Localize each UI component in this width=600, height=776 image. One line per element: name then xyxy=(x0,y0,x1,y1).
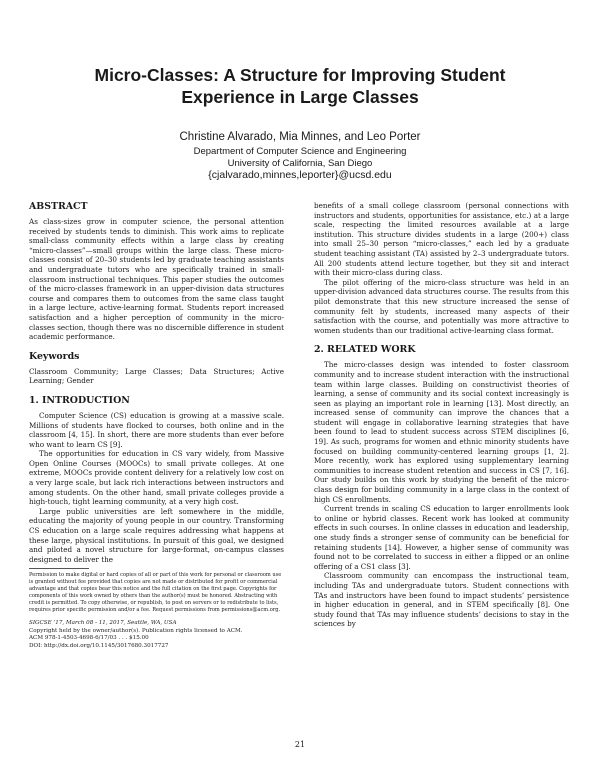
isbn-line: ACM 978-1-4503-4698-6/17/03 . . . $15.00 xyxy=(29,635,149,642)
related-work-paragraph-3: Classroom community can encompass the instructional team, including TAs and undergraduate tutors. Student connections with TAs and instructors have been found to impact students’ persistence in higher education in general, and in STEM specifically [8]. One study found that TAs may influence students’ decisions to stay in the sciences by xyxy=(314,571,569,629)
paper-title xyxy=(40,64,560,108)
author-block xyxy=(40,131,560,182)
author-email: {cjalvarado,minnes,leporter}@ucsd.edu xyxy=(208,169,392,181)
author-university: University of California, San Diego xyxy=(227,157,373,169)
intro-paragraph-1: Computer Science (CS) education is growing at a massive scale. Millions of students have flocked to courses, both online and in the classroom [4, 15]. In short, there are more students than ever before who want to learn CS [9]. xyxy=(29,410,284,449)
page-number: 21 xyxy=(294,740,306,749)
keywords-heading: Keywords xyxy=(29,350,80,362)
intro-pilot-paragraph: The pilot offering of the micro-class structure was held in an upper-division advanced data structures course. The results from this pilot demonstrate that this new structure increased the sense of community felt by students, increased many aspects of their satisfaction with the course, and potentially was more attractive to women students than our traditional active-learning class format. xyxy=(314,277,569,335)
copyright-line: Copyright held by the owner/author(s). Publication rights licensed to ACM. xyxy=(29,627,243,634)
abstract-text: As class-sizes grow in computer science, the personal attention received by students tends to diminish. This work aims to replicate small-class community effects within a large class by creating “micro-classes”—small groups within the large class. These micro-classes consist of 20–30 students led by graduate teaching assistants and undergraduate tutors who are specifically trained in small-classroom instructional techniques. This paper studies the outcomes of the micro-classes framework in an upper-division data structures course and compares them to outcomes from the same class taught in a large lecture, active-learning format. Students report increased satisfaction and a higher perception of community in the micro-classes section, though there was no discernible difference in student academic performance. xyxy=(29,217,284,342)
footnote-divider xyxy=(29,568,89,569)
conference-name: SIGCSE ’17, March 08 - 11, 2017, Seattle, WA, USA xyxy=(29,619,177,626)
title-line-2: Experience in Large Classes xyxy=(181,87,419,107)
introduction-heading: 1. INTRODUCTION xyxy=(29,394,130,406)
permission-notice: Permission to make digital or hard copies of all or part of this work for personal or classroom use is granted without fee provided that copies are not made or distributed for profit or commercial advantage and that copies bear this notice and the full citation on the first page. Copyrights for components of this work owned by others than the author(s) must be honored. Abstracting with credit is permitted. To copy otherwise, or republish, to post on servers or to redistribute to lists, requires prior specific permission and/or a fee. Request permissions from permissions@acm.org. xyxy=(29,572,282,613)
related-work-paragraph-2: Current trends in scaling CS education to larger enrollments look to online or hybrid classes. Recent work has looked at community effects in such courses. In online classes in education and leadership, one study finds a stronger sense of community can be beneficial for retaining students [14]. However, a higher sense of community was found not to be correlated to success in either a flipped or an online offering of a CS1 class [3]. xyxy=(314,504,569,571)
related-work-paragraph-1: The micro-classes design was intended to foster classroom community and to increase student interaction with the instructional team within large classes. Building on constructivist theories of learning, a sense of community and its social context increasingly is seen as playing an important role in learning [13]. Most directly, an increased sense of community can improve the chances that a student will engage in collaborative learning strategies that have been found to lead to student success across STEM disciplines [6, 19]. As such, programs for women and ethnic minority students have focused on building community-centered learning groups [1, 2]. More recently, work has explored using supplementary learning communities to increase student retention and success in CS [7, 16]. Our study builds on this work by studying the benefit of the micro-class design for building community in a large class in the context of high CS enrollments. xyxy=(314,360,569,504)
related-work-heading: 2. RELATED WORK xyxy=(314,344,416,356)
title-line-1: Micro-Classes: A Structure for Improving Student xyxy=(94,65,506,85)
left-column xyxy=(29,201,284,651)
abstract-heading: ABSTRACT xyxy=(29,201,88,212)
right-column xyxy=(314,201,569,629)
author-names: Christine Alvarado, Mia Minnes, and Leo Porter xyxy=(179,131,421,143)
conference-info xyxy=(29,620,284,651)
author-department: Department of Computer Science and Engineering xyxy=(193,146,407,157)
keywords-text: Classroom Community; Large Classes; Data Structures; Active Learning; Gender xyxy=(29,366,284,386)
intro-paragraph-3: Large public universities are left somewhere in the middle, educating the majority of young people in our country. Transforming CS education on a large scale requires addressing what happens at these large, physical institutions. In pursuit of this goal, we designed and piloted a novel structure for large-format, on-campus classes designed to deliver the xyxy=(29,506,284,564)
doi-link[interactable]: DOI: http://dx.doi.org/10.1145/3017680.3017727 xyxy=(29,643,169,650)
intro-continued-paragraph: benefits of a small college classroom (personal connections with instructors and students, opportunities for assistance, etc.) at a large scale, respecting the limited resources available at a large institution. This structure divides students in a large (200+) class into small 25–30 person “micro-classes,” each led by a graduate student teaching assistant (TA) assisted by 2–3 undergraduate tutors. All 200 students attend lecture together, but they sit and interact with their micro-class during class. xyxy=(314,201,569,278)
intro-paragraph-2: The opportunities for education in CS vary widely, from Massive Open Online Courses (MOOCs) to small private colleges. At one extreme, MOOCs provide content delivery for a relatively low cost on a very large scale, but lack rich interactions between instructors and among students. On the other hand, small private colleges provide a high-touch, tight learning community, at a very high cost. xyxy=(29,449,284,507)
